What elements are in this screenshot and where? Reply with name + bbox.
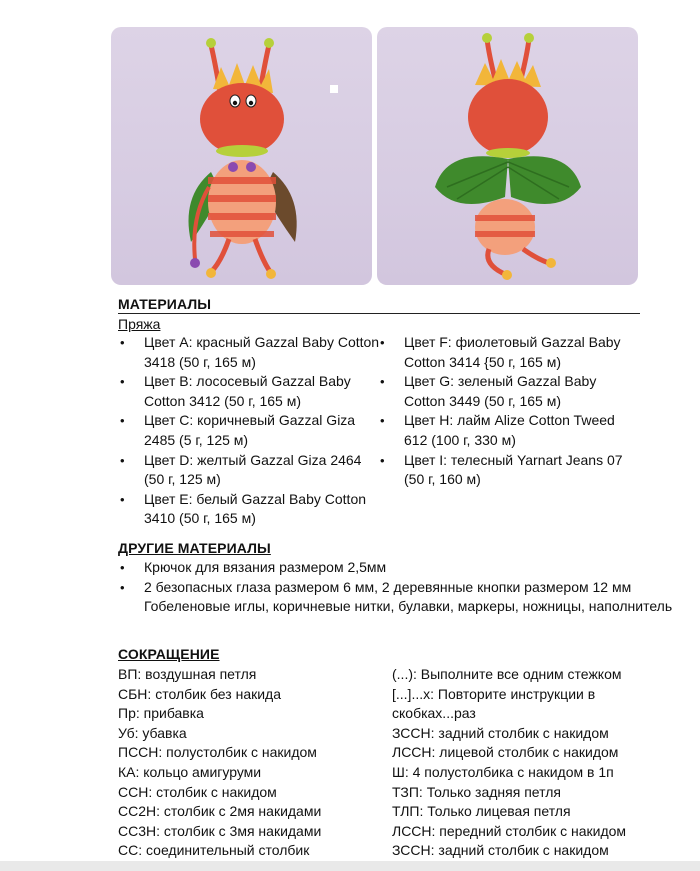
other-material-item: • Крючок для вязания размером 2,5мм (118, 558, 678, 578)
other-materials-list (118, 558, 678, 617)
amigurumi-front-illustration (111, 27, 372, 285)
abbreviations-title: СОКРАЩЕНИЕ (118, 646, 220, 662)
amigurumi-back-illustration (377, 27, 638, 285)
abbreviation-item: СС2Н: столбик с 2мя накидами (118, 803, 322, 820)
abbreviations-right (392, 665, 682, 861)
abbreviation-item: ЗССН: задний столбик с накидом (392, 724, 609, 741)
yarn-list-left (118, 333, 380, 529)
abbreviation-item: Уб: убавка (118, 724, 187, 741)
materials-title: МАТЕРИАЛЫ (118, 296, 212, 312)
toy-back-photo (377, 27, 638, 285)
yarn-item: • Цвет C: коричневый Gazzal Giza 2485 (5 г, 125 м) (118, 411, 380, 450)
other-material-item: • 2 безопасных глаза размером 6 мм, 2 деревянные кнопки размером 12 мм Гобеленовые иглы, коричневые нитки, булавки, маркеры, ножницы, наполнитель (118, 578, 678, 617)
yarn-subtitle: Пряжа (118, 316, 161, 332)
yarn-item: • Цвет B: лососевый Gazzal Baby Cotton 3412 (50 г, 165 м) (118, 372, 380, 411)
yarn-item: • Цвет I: телесный Yarnart Jeans 07 (50 г, 160 м) (378, 451, 640, 490)
abbreviation-item: ЛССН: передний столбик с накидом (392, 822, 627, 839)
other-materials-title: ДРУГИЕ МАТЕРИАЛЫ (118, 540, 271, 556)
abbreviation-item: ЗССН: задний столбик с накидом (392, 842, 609, 859)
abbreviation-item: ПССН: полустолбик с накидом (118, 744, 317, 761)
abbreviation-item: [...]...x: Повторите инструкции в скобках...раз (392, 685, 596, 722)
abbreviation-item: ВП: воздушная петля (118, 666, 257, 682)
yarn-item: • Цвет A: красный Gazzal Baby Cotton 3418 (50 г, 165 м) (118, 333, 380, 372)
materials-divider (118, 313, 640, 314)
abbreviation-item: Пр: прибавка (118, 705, 204, 722)
abbreviation-item: ССН: столбик с накидом (118, 783, 277, 800)
yarn-item: • Цвет F: фиолетовый Gazzal Baby Cotton 3414 {50 г, 165 м) (378, 333, 640, 372)
toy-front-photo (111, 27, 372, 285)
yarn-item: • Цвет G: зеленый Gazzal Baby Cotton 3449 (50 г, 165 м) (378, 372, 640, 411)
abbreviation-item: СС3Н: столбик с 3мя накидами (118, 822, 322, 839)
yarn-item: • Цвет D: желтый Gazzal Giza 2464 (50 г, 125 м) (118, 451, 380, 490)
abbreviation-item: ТЗП: Только задняя петля (392, 783, 561, 800)
abbreviation-item: Ш: 4 полустолбика с накидом в 1п (392, 763, 614, 780)
viewer-bottom-edge (0, 861, 700, 871)
abbreviation-item: КА: кольцо амигуруми (118, 763, 262, 780)
abbreviation-item: ТЛП: Только лицевая петля (392, 803, 571, 820)
yarn-item: • Цвет H: лайм Alize Cotton Tweed 612 (100 г, 330 м) (378, 411, 640, 450)
abbreviation-item: СС: соединительный столбик (118, 842, 310, 859)
yarn-list-right (378, 333, 640, 490)
abbreviation-item: СБН: столбик без накида (118, 685, 282, 702)
abbreviation-item: ЛССН: лицевой столбик с накидом (392, 744, 619, 761)
abbreviations-left (118, 665, 388, 861)
abbreviation-item: (...): Выполните все одним стежком (392, 666, 622, 682)
yarn-item: • Цвет E: белый Gazzal Baby Cotton 3410 (50 г, 165 м) (118, 490, 380, 529)
